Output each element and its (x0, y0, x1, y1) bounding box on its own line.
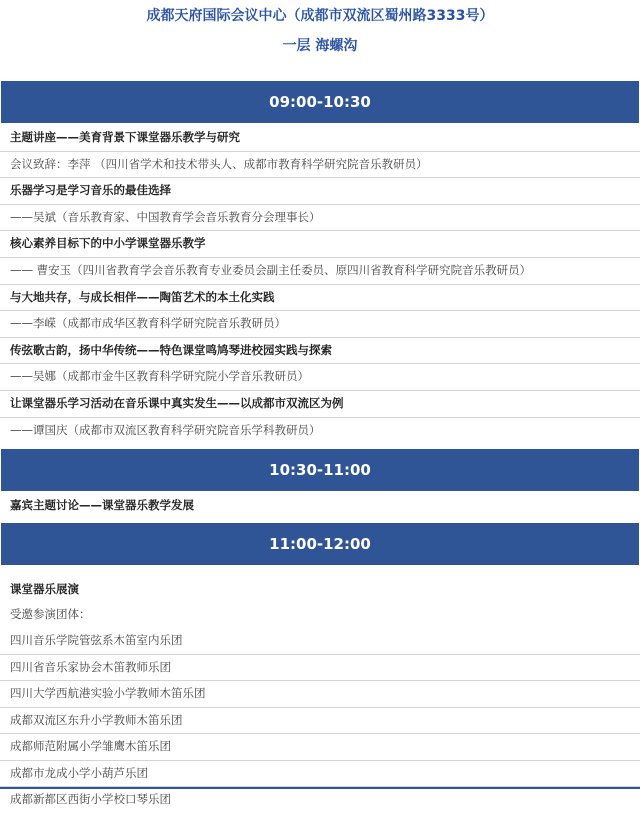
bottom-divider (0, 787, 640, 789)
ensemble-item: 成都双流区东升小学教师木笛乐团 (0, 708, 640, 735)
speaker-line: 会议致辞：李萍 （四川省学术和技术带头人、成都市教育科学研究院音乐教研员） (0, 152, 640, 179)
venue-header (0, 0, 640, 57)
speaker-line: ——吴娜（成都市金牛区教育科学研究院小学音乐教研员） (0, 364, 640, 391)
talk-title: 主题讲座——美育背景下课堂器乐教学与研究 (0, 125, 640, 152)
speaker-line: ——李嵘（成都市成华区教育科学研究院音乐教研员） (0, 311, 640, 338)
invited-groups-label: 受邀参演团体： (10, 607, 91, 622)
session-time-band: 11:00-12:00 (1, 523, 639, 565)
talk-title: 与大地共存，与成长相伴——陶笛艺术的本土化实践 (0, 285, 640, 312)
talk-title: 核心素养目标下的中小学课堂器乐教学 (0, 231, 640, 258)
speaker-line: ——谭国庆（成都市双流区教育科学研究院音乐学科教研员） (10, 422, 321, 437)
venue-title: 成都天府国际会议中心（成都市双流区蜀州路3333号） (146, 8, 494, 24)
ensemble-item: 成都师范附属小学雏鹰木笛乐团 (0, 734, 640, 761)
discussion-title: 嘉宾主题讨论——课堂器乐教学发展 (10, 498, 194, 513)
session-time-band: 09:00-10:30 (1, 81, 639, 123)
session-time-band: 10:30-11:00 (1, 449, 639, 491)
talk-title: 传弦歌古韵，扬中华传统——特色课堂鸣鸠琴进校园实践与探索 (0, 338, 640, 365)
talk-title: 乐器学习是学习音乐的最佳选择 (0, 178, 640, 205)
performance-title: 课堂器乐展演 (10, 581, 79, 596)
ensemble-item: 四川省音乐家协会木笛教师乐团 (0, 655, 640, 682)
ensemble-item: 成都市龙成小学小葫芦乐团 (0, 761, 640, 788)
session-agenda (0, 565, 640, 813)
ensemble-item: 成都新都区西街小学校口琴乐团 (10, 792, 171, 807)
speaker-line: —— 曹安玉（四川省教育学会音乐教育专业委员会副主任委员、原四川省教育科学研究院音乐教研员） (0, 258, 640, 285)
talk-title: 让课堂器乐学习活动在音乐课中真实发生——以成都市双流区为例 (0, 391, 640, 418)
session-agenda (0, 123, 640, 443)
ensemble-item: 四川音乐学院管弦系木笛室内乐团 (0, 628, 640, 655)
speaker-line: ——吴斌（音乐教育家、中国教育学会音乐教育分会理事长） (0, 205, 640, 232)
session-agenda (0, 491, 640, 523)
venue-hall: 一层 海螺沟 (282, 38, 358, 54)
ensemble-item: 四川大学西航港实验小学教师木笛乐团 (0, 681, 640, 708)
